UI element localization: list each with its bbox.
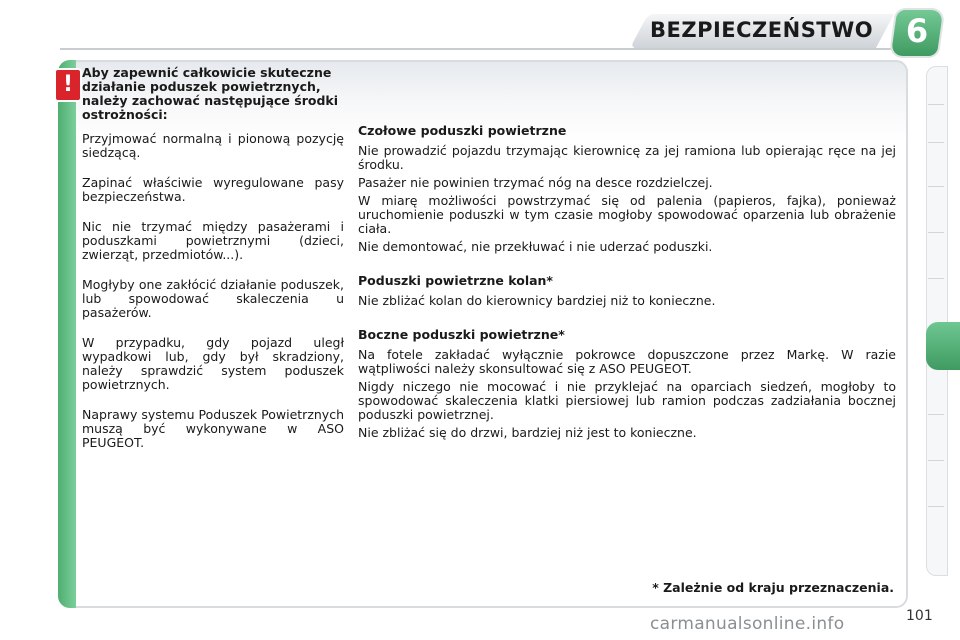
section-heading: Poduszki powietrzne kolan* — [358, 273, 553, 288]
section-side-airbags — [358, 328, 896, 440]
rail-divider — [928, 278, 944, 279]
section-paragraph: Nie prowadzić pojazdu trzymając kierownicę za jej ramiona lub opierając ręce na jej środku. — [358, 143, 896, 172]
rail-divider — [928, 414, 944, 415]
precautions-column — [82, 66, 344, 466]
rail-divider — [928, 142, 944, 143]
precautions-title: Aby zapewnić całkowicie skuteczne działanie poduszek powietrznych, należy zachować następujące środki ostrożności: — [82, 65, 338, 122]
page-number: 101 — [906, 608, 933, 624]
precaution-paragraph: Przyjmować normalną i pionową pozycję siedzącą. — [82, 131, 344, 160]
panel-accent-stripe — [58, 60, 76, 608]
footnote: * Zależnie od kraju przeznaczenia. — [652, 580, 894, 595]
precaution-paragraph: Nic nie trzymać między pasażerami i poduszkami powietrznymi (dzieci, zwierząt, przedmiotów...). — [82, 219, 344, 262]
precaution-paragraph: Zapinać właściwie wyregulowane pasy bezpieczeństwa. — [82, 175, 344, 204]
watermark: carmanualsonline.info — [650, 614, 845, 634]
warning-icon: ! — [54, 68, 82, 102]
page-title: BEZPIECZEŃSTWO — [650, 18, 874, 42]
section-paragraph: Nie zbliżać kolan do kierownicy bardziej niż to konieczne. — [358, 293, 716, 308]
section-paragraph: Nigdy niczego nie mocować i nie przyklejać na oparciach siedzeń, mogłoby to spowodować skaleczenia klatki piersiowej lub ramion podczas zadziałania bocznej poduszki powietrznej. — [358, 379, 896, 422]
airbag-sections — [358, 124, 896, 460]
section-paragraph: Pasażer nie powinien trzymać nóg na desce rozdzielczej. — [358, 175, 713, 190]
precaution-paragraph: W przypadku, gdy pojazd uległ wypadkowi lub, gdy był skradziony, należy sprawdzić system poduszek powietrznych. — [82, 335, 344, 392]
section-knee-airbags — [358, 274, 896, 308]
section-heading: Czołowe poduszki powietrzne — [358, 123, 567, 138]
section-paragraph: Na fotele zakładać wyłącznie pokrowce dopuszczone przez Markę. W razie wątpliwości należy skonsultować się z ASO PEUGEOT. — [358, 347, 896, 376]
precaution-paragraph: Mogłyby one zakłócić działanie poduszek, lub spowodować skaleczenia u pasażerów. — [82, 277, 344, 320]
section-heading: Boczne poduszki powietrzne* — [358, 327, 565, 342]
rail-divider — [928, 506, 944, 507]
chapter-tab-active[interactable] — [926, 322, 960, 370]
chapter-number: 6 — [905, 12, 929, 50]
precaution-paragraph: Naprawy systemu Poduszek Powietrznych muszą być wykonywane w ASO PEUGEOT. — [82, 407, 344, 450]
section-paragraph: W miarę możliwości powstrzymać się od palenia (papieros, fajka), ponieważ uruchomienie poduszki w tym czasie mogłoby spowodować oparzenia lub obrażenie ciała. — [358, 193, 896, 236]
rail-divider — [928, 104, 944, 105]
rail-divider — [928, 186, 944, 187]
rail-divider — [928, 232, 944, 233]
section-paragraph: Nie demontować, nie przekłuwać i nie uderzać poduszki. — [358, 239, 713, 254]
header-rule — [60, 48, 900, 50]
section-front-airbags — [358, 124, 896, 254]
rail-divider — [928, 460, 944, 461]
section-paragraph: Nie zbliżać się do drzwi, bardziej niż jest to konieczne. — [358, 425, 697, 440]
